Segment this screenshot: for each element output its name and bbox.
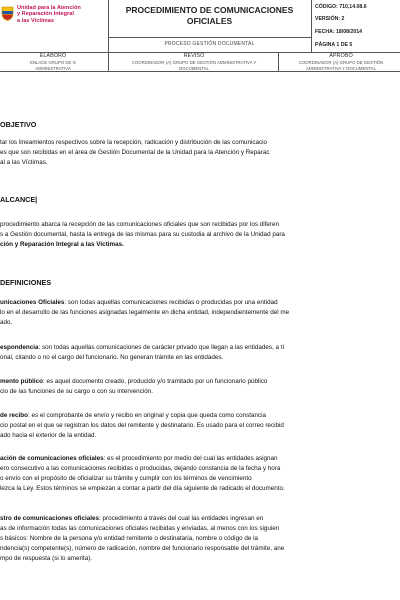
logo-line: a las Víctimas — [17, 17, 55, 24]
logo-line: Unidad para la Atención — [17, 5, 81, 11]
divider — [108, 37, 311, 38]
paragraph-line: al a las Víctimas. — [0, 159, 48, 166]
metadata-cell — [311, 0, 400, 52]
definition-text: : son todas aquellas comunicaciones de carácter privado que llegan a las entidades, a tí — [38, 344, 285, 351]
logo-text — [17, 5, 81, 24]
approval-role: COORDINADOR (A) GRUPO DE GESTIÓN — [298, 60, 384, 65]
definition-text: : es el procedimiento por medio del cual las entidades asignan — [103, 455, 278, 462]
definition-term: de recibo — [0, 412, 28, 419]
title-line: OFICIALES — [186, 16, 233, 26]
process-label: PROCESO GESTIÓN DOCUMENTAL — [164, 41, 255, 47]
approval-role: COORDINADOR (A) GRUPO DE GESTIÓN ADMINISTRATIVA Y — [131, 60, 257, 65]
section-title-definiciones: DEFINICIONES — [0, 278, 52, 287]
approval-caption: REVISÓ — [183, 53, 205, 59]
definition-text: : es aquel documento creado, producido y/o tramitado por un funcionario público — [43, 378, 268, 385]
approval-reviso — [108, 52, 279, 71]
paragraph-line: mpo de respuesta (si lo amerita). — [0, 555, 93, 562]
title-line: PROCEDIMIENTO DE COMUNICACIONES — [125, 5, 294, 15]
paragraph-line: lo en el desarrollo de las funciones asignadas legalmente en dicha entidad, independientemente del me — [0, 309, 290, 316]
section-title-objetivo: OBJETIVO — [0, 120, 37, 129]
paragraph-line: cio postal en el que se registran los datos del remitente y destinatario. Es usado para el correo recibid — [0, 422, 284, 429]
page-number: PÁGINA 1 DE 5 — [315, 42, 353, 48]
paragraph-line: o envío con el propósito de oficializar su trámite y cumplir con los términos de vencimiento — [0, 475, 252, 482]
paragraph-line: s básicos: Nombre de la persona y/o entidad remitente o destinataria, nombre o código de la — [0, 535, 258, 542]
paragraph-line: lezca la Ley. Estos términos se empiezan a contar a partir del día siguiente de radicado el documento. — [0, 485, 285, 492]
paragraph-line: ción y Reparación Integral a las Víctimas. — [0, 241, 124, 248]
coat-of-arms-icon — [1, 6, 14, 21]
definition-term-line — [0, 454, 278, 463]
document-version: VERSIÓN: 2 — [315, 16, 345, 22]
definition-term: mento público — [0, 378, 44, 385]
definition-text: : son todas aquellas comunicaciones recibidas o producidas por una entidad — [64, 299, 278, 306]
document-date: FECHA: 18/08/2014 — [315, 29, 362, 35]
paragraph-line: tar los lineamientos respectivos sobre la recepción, radicación y distribución de las comunicacio — [0, 139, 268, 146]
paragraph-line: as de información todas las comunicaciones oficiales recibidas y enviadas, al menos con los siguien — [0, 525, 280, 532]
definition-term-line — [0, 377, 267, 386]
document-title — [108, 5, 311, 27]
definition-text: : procedimiento a través del cual las entidades ingresan en — [99, 515, 264, 522]
definition-term-line — [0, 514, 263, 523]
paragraph-line: es que son recibidas en el área de Gestión Documental de la Unidad para la Atención y Reparac — [0, 149, 270, 156]
paragraph-line: ndencia(s) competente(s), número de radicación, nombre del funcionario responsable del trámite, ane — [0, 545, 285, 552]
definition-term-line — [0, 298, 278, 307]
paragraph-line: cio de las funciones de su cargo o con su intervención. — [0, 388, 153, 395]
title-cell — [108, 0, 312, 52]
approval-role: ADMINISTRATIVA Y DOCUMENTAL — [305, 66, 377, 71]
definition-term: stro de comunicaciones oficiales — [0, 515, 100, 522]
approval-aprobo — [278, 52, 400, 71]
definition-term-line — [0, 343, 284, 352]
definition-term: unicaciones Oficiales — [0, 299, 65, 306]
section-title-alcance: ALCANCE| — [0, 195, 38, 204]
paragraph-line: procedimiento abarca la recepción de las comunicaciones oficiales que son recibidas por los diferen — [0, 221, 279, 228]
paragraph-line: ado hacia el exterior de la entidad. — [0, 432, 97, 439]
logo-cell — [0, 0, 109, 52]
paragraph-line: ado. — [0, 319, 13, 326]
approval-role: DOCUMENTAL — [179, 66, 209, 71]
paragraph-line: onal, citando o no el cargo del funcionario. No generan trámite en las entidades. — [0, 354, 224, 361]
document-code: CÓDIGO: 710,14.08.6 — [315, 4, 367, 10]
paragraph-line: s a Gestión documental, hasta la entrega de las mismas para su custodia al archivo de la Unidad para — [0, 231, 285, 238]
document-header — [0, 0, 400, 53]
definition-term: espondencia — [0, 344, 39, 351]
paragraph-line: ero consecutivo a las comunicaciones recibidas o producidas, dejando constancia de la fecha y hora — [0, 465, 281, 472]
logo-line: y Reparación Integral — [17, 11, 74, 18]
approval-caption: ELABORÓ — [39, 53, 67, 59]
definition-term-line — [0, 411, 266, 420]
definition-term: ación de comunicaciones oficiales — [0, 455, 104, 462]
approval-caption: APROBÓ — [329, 53, 353, 59]
approval-row — [0, 52, 400, 72]
approval-elaboro — [0, 52, 108, 71]
approval-role: ENLACE GRUPO DE G — [30, 60, 76, 65]
definition-text: : es el comprobante de envío y recibo en original y copia que queda como constancia — [28, 412, 267, 419]
approval-role: ADMINISTRATIVA — [35, 66, 71, 71]
